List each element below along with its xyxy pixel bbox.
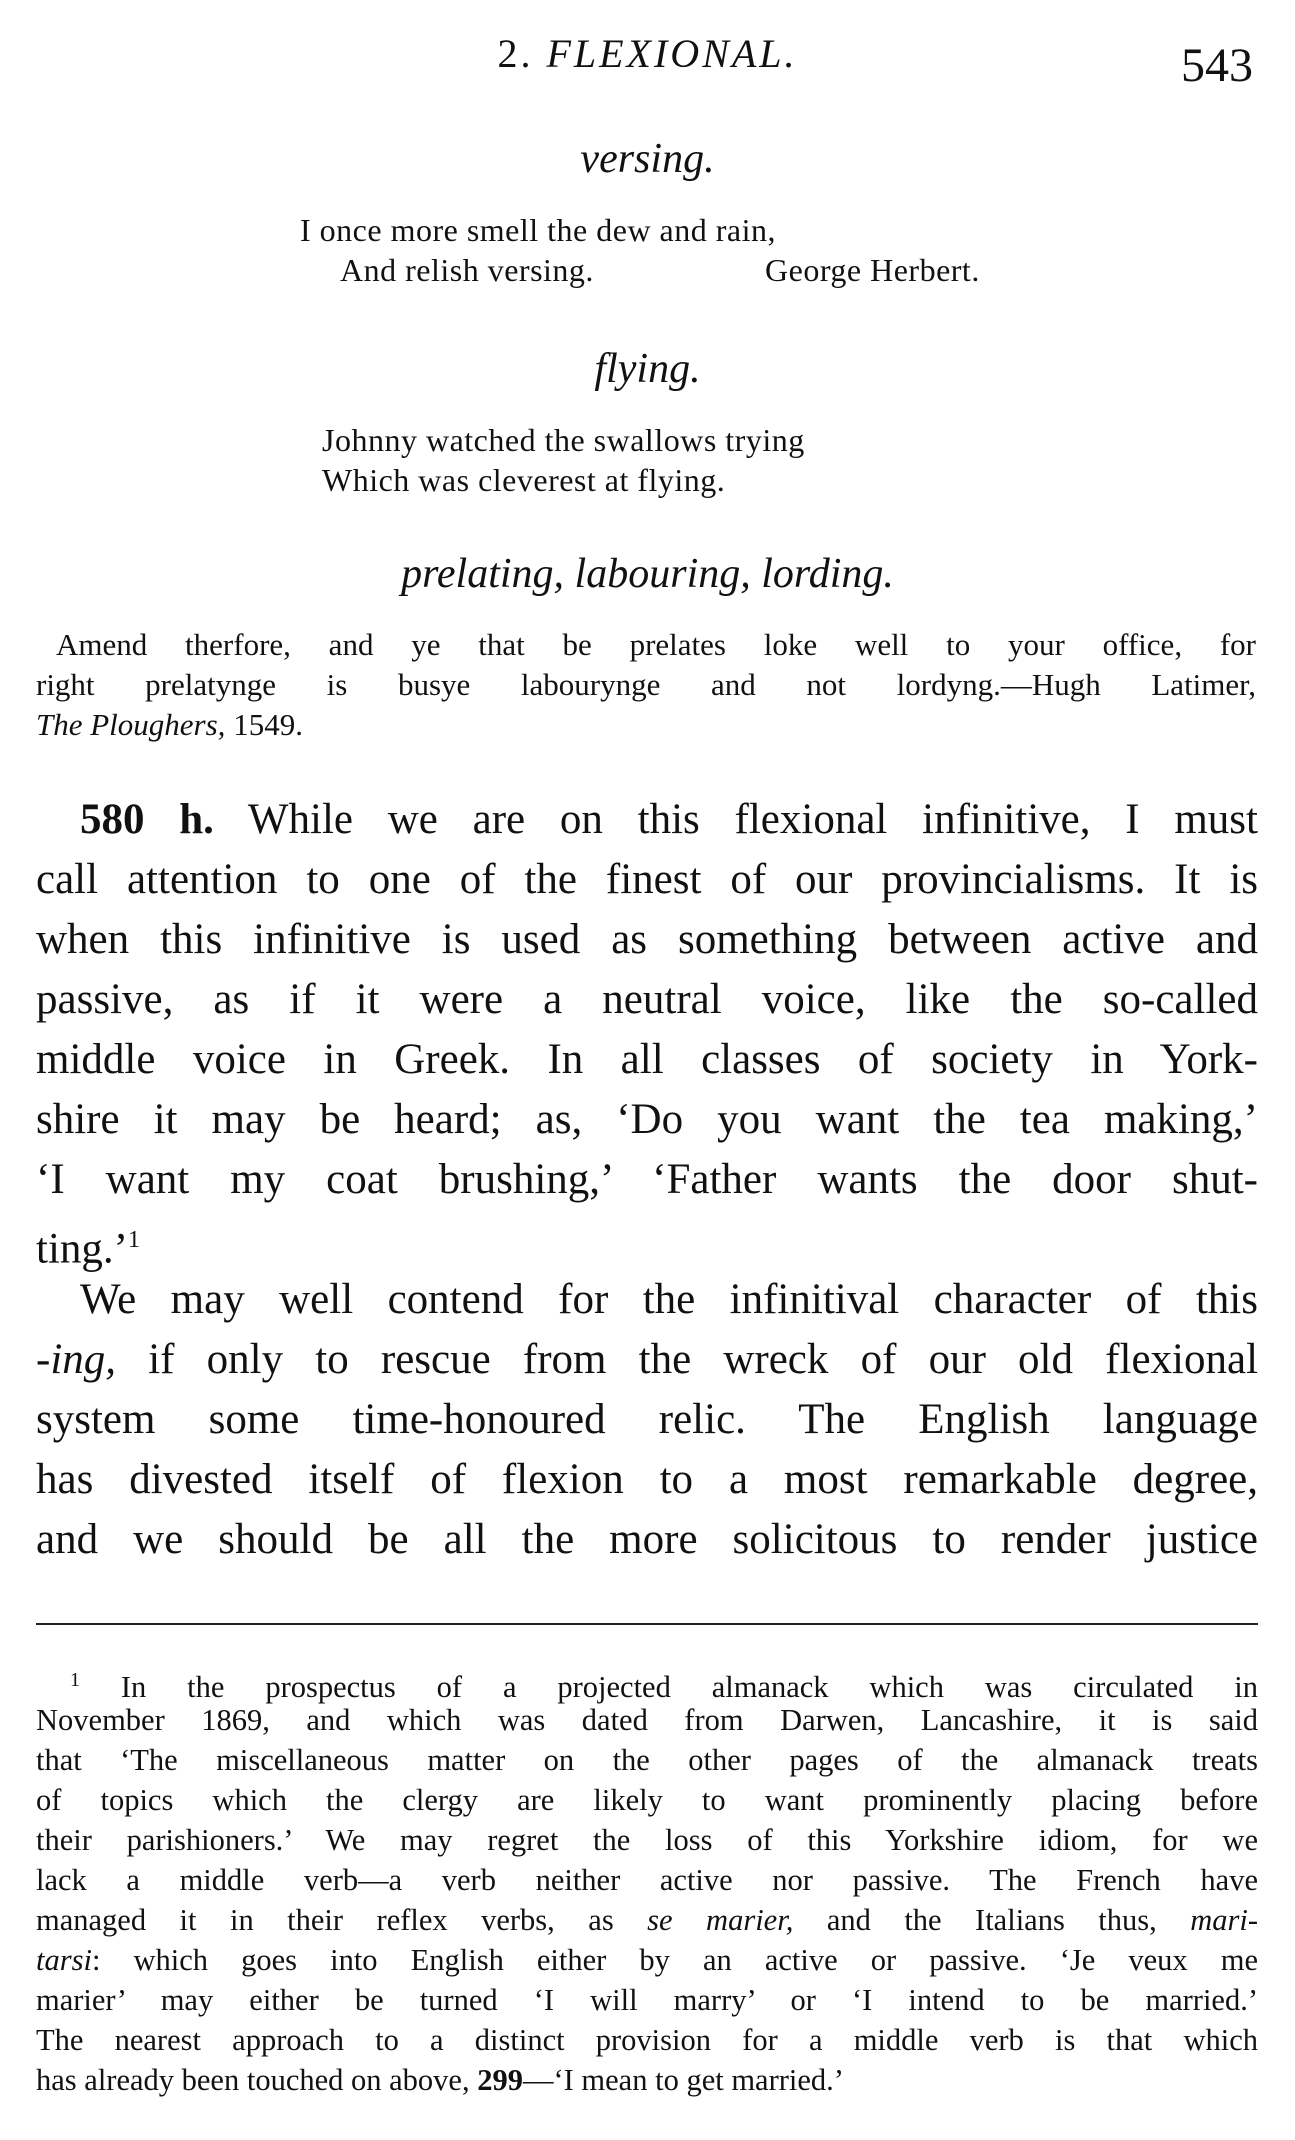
- quote-source-title: The Ploughers,: [36, 707, 226, 742]
- verse-line: Which was cleverest at flying.: [322, 462, 726, 498]
- body-text: if only to rescue from the wreck of our old flexional: [148, 1336, 1259, 1383]
- paragraph-number: 580 h.: [80, 796, 214, 843]
- body-line: passive, as if it were a neutral voice, like the so-called: [36, 976, 1258, 1023]
- body-text: While we are on this flexional infinitive, I must: [247, 796, 1258, 843]
- footnote-italic: mari-: [1190, 1903, 1259, 1937]
- footnote-italic: tarsi: [36, 1943, 92, 1977]
- verse-line: Johnny watched the swallows trying: [322, 422, 805, 458]
- footnote-text: —‘I mean to get married.’: [522, 2063, 844, 2097]
- body-line: middle voice in Greek. In all classes of society in York-: [36, 1036, 1258, 1083]
- footnote-marker: 1: [70, 1669, 80, 1691]
- footnote-line: [36, 1900, 1258, 1940]
- body-line: [80, 790, 1258, 850]
- footnote-line: of topics which the clergy are likely to want prominently placing before: [36, 1783, 1258, 1817]
- cross-reference: 299: [477, 2063, 523, 2097]
- body-line: shire it may be heard; as, ‘Do you want the tea making,’: [36, 1096, 1258, 1143]
- quote-line: Amend therfore, and ye that be prelates loke well to your office, for: [56, 627, 1256, 662]
- quote-source-year: 1549.: [233, 707, 303, 742]
- chapter-title: FLEXIONAL.: [546, 31, 798, 76]
- quote-source: [36, 705, 303, 745]
- footnote-line: their parishioners.’ We may regret the loss of this Yorkshire idiom, for we: [36, 1823, 1258, 1857]
- footnote-italic: se marier,: [647, 1903, 794, 1937]
- body-line: We may well contend for the infinitival character of this: [80, 1276, 1258, 1323]
- body-line: and we should be all the more solicitous to render justice: [36, 1516, 1258, 1563]
- italic-term: -ing,: [36, 1336, 117, 1383]
- footnote-line: marier’ may either be turned ‘I will marry’ or ‘I intend to be married.’: [36, 1983, 1258, 2017]
- footnote-divider: [36, 1623, 1258, 1625]
- body-line: when this infinitive is used as something between active and: [36, 916, 1258, 963]
- body-line: ‘I want my coat brushing,’ ‘Father wants the door shut-: [36, 1156, 1258, 1203]
- body-line: [36, 1210, 1258, 1279]
- footnote-text: : which goes into English either by an active or passive. ‘Je veux me: [91, 1943, 1258, 1977]
- section-heading-flying: flying.: [594, 346, 701, 392]
- footnote-reference: 1: [127, 1227, 140, 1253]
- verse-line: I once more smell the dew and rain,: [300, 212, 776, 248]
- footnote-line: [36, 1940, 1258, 1980]
- section-heading-versing: versing.: [580, 136, 715, 182]
- page-number: 543: [1181, 39, 1253, 92]
- footnote-line: that ‘The miscellaneous matter on the other pages of the almanack treats: [36, 1743, 1258, 1777]
- body-line: call attention to one of the finest of our provincialisms. It is: [36, 856, 1258, 903]
- verse-attribution: George Herbert.: [765, 252, 980, 288]
- running-head: [0, 30, 1295, 77]
- footnote-line: lack a middle verb—a verb neither active nor passive. The French have: [36, 1863, 1258, 1897]
- footnote-text: In the prospectus of a projected almanack which was circulated in: [120, 1670, 1259, 1705]
- quote-line: right prelatynge is busye labourynge and not lordyng.—Hugh Latimer,: [36, 667, 1256, 702]
- section-heading-prelating: prelating, labouring, lording.: [401, 551, 894, 597]
- footnote-text: managed it in their reflex verbs, as: [36, 1903, 614, 1937]
- chapter-number: 2.: [497, 31, 534, 76]
- body-line: system some time-honoured relic. The English language: [36, 1396, 1258, 1443]
- body-line: has divested itself of flexion to a most remarkable degree,: [36, 1456, 1258, 1503]
- footnote-text: has already been touched on above,: [36, 2063, 470, 2097]
- verse-line: And relish versing.: [340, 252, 594, 288]
- footnote-line: [36, 2060, 1258, 2100]
- body-text: ting.’: [36, 1225, 128, 1273]
- footnote-text: and the Italians thus,: [826, 1903, 1157, 1937]
- footnote-line: The nearest approach to a distinct provision for a middle verb is that which: [36, 2023, 1258, 2057]
- footnote-line: November 1869, and which was dated from Darwen, Lancashire, it is said: [36, 1703, 1258, 1737]
- body-line: [36, 1330, 1258, 1390]
